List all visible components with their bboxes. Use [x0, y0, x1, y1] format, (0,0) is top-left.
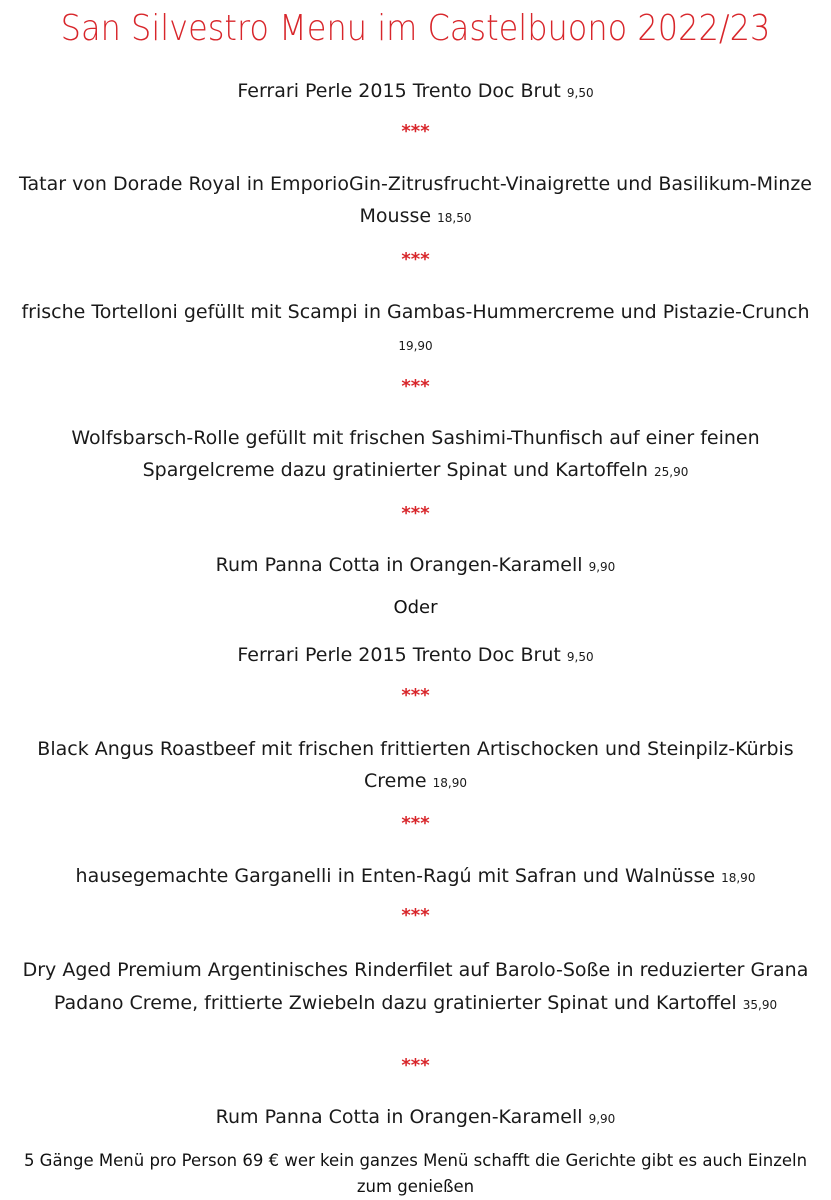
separator-stars: *** — [401, 376, 430, 397]
menu-item-aperitif — [0, 76, 831, 108]
menu-title: San Silvestro Menu im Castelbuono 2022/23 — [60, 7, 771, 49]
menu-item-rinderfilet — [8, 954, 823, 1022]
menu-item-price: 9,90 — [588, 1112, 616, 1126]
menu-item-text: Wolfsbarsch-Rolle gefüllt mit frischen Sashimi-Thunfisch auf einer feinen Spargelcreme dazu gratinierter Spinat und Kartoffeln — [71, 427, 760, 481]
separator-stars: *** — [401, 503, 430, 524]
menu-footer-note: 5 Gänge Menü pro Person 69 € wer kein ganzes Menü schafft die Gerichte gibt es auch Einzeln zum genießen — [23, 1151, 808, 1196]
menu-item-text: Black Angus Roastbeef mit frischen frittierten Artischocken und Steinpilz-Kürbis Creme — [37, 738, 794, 792]
menu-alternative-label: Oder — [393, 597, 438, 618]
menu-item-price: 19,90 — [398, 339, 433, 353]
separator-stars: *** — [401, 249, 430, 270]
menu-item-text: hausegemachte Garganelli in Enten-Ragú mit Safran und Walnüsse — [75, 865, 716, 887]
menu-item-price: 35,90 — [742, 998, 778, 1012]
menu-item-price: 18,50 — [437, 211, 472, 225]
separator-stars: *** — [401, 121, 430, 142]
menu-item-price: 25,90 — [654, 465, 689, 479]
separator-stars: *** — [401, 1055, 430, 1076]
menu-item-text: frische Tortelloni gefüllt mit Scampi in Gambas-Hummercreme und Pistazie-Crunch — [21, 301, 810, 323]
menu-item-text: Tatar von Dorade Royal in EmporioGin-Zitrusfrucht-Vinaigrette und Basilikum-Minze Mousse — [19, 173, 812, 227]
menu-item-price: 9,50 — [566, 650, 594, 664]
menu-item-text: Dry Aged Premium Argentinisches Rinderfilet auf Barolo-Soße in reduzierter Grana Padano Creme, frittierte Zwiebeln dazu gratinierter Spinat und Kartoffel — [22, 959, 809, 1014]
menu-item-text: Ferrari Perle 2015 Trento Doc Brut — [237, 80, 561, 102]
menu-item-tatar — [8, 168, 823, 234]
separator-stars: *** — [401, 813, 430, 834]
menu-item-garganelli — [0, 861, 831, 893]
menu-item-text: Ferrari Perle 2015 Trento Doc Brut — [237, 644, 561, 666]
separator-stars: *** — [401, 905, 430, 926]
menu-item-price: 18,90 — [721, 871, 756, 885]
menu-item-text: Rum Panna Cotta in Orangen-Karamell — [215, 554, 583, 576]
menu-item-wolfsbarsch — [8, 422, 823, 488]
menu-item-panna-cotta-2 — [0, 1102, 831, 1134]
menu-item-roastbeef — [8, 733, 823, 799]
separator-stars: *** — [401, 685, 430, 706]
menu-item-aperitif-2 — [0, 640, 831, 672]
menu-item-tortelloni — [8, 296, 823, 362]
menu-item-panna-cotta — [0, 550, 831, 582]
menu-item-price: 9,50 — [566, 86, 594, 100]
menu-item-text: Rum Panna Cotta in Orangen-Karamell — [215, 1106, 583, 1128]
menu-item-price: 18,90 — [432, 776, 467, 790]
menu-item-price: 9,90 — [588, 560, 616, 574]
